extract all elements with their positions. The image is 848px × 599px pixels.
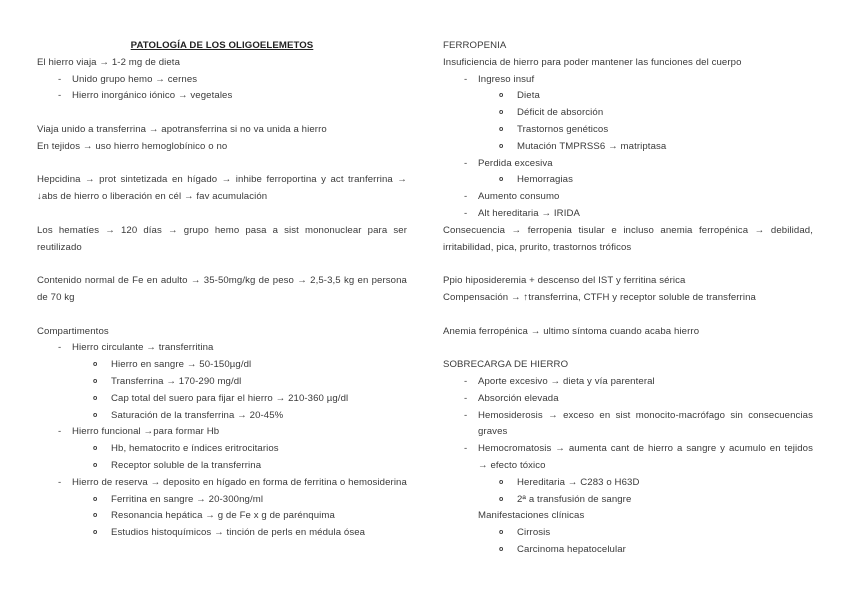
bullet-marker: o <box>93 512 98 520</box>
bullet-marker: o <box>499 92 504 100</box>
list-item <box>37 72 407 89</box>
sub-list-item <box>443 542 813 559</box>
sub-list-item <box>37 525 407 542</box>
sub-list-item-text: Hb, hematocrito e índices eritrocitarios <box>111 443 279 455</box>
list-item-text: Ingreso insuf <box>478 73 535 85</box>
sub-list-item-text: 2ª a transfusión de sangre <box>517 493 632 505</box>
list-item <box>443 189 813 206</box>
sub-list-item-text: Saturación de la transferrina → 20-45% <box>111 409 284 421</box>
bullet-marker: o <box>499 142 504 150</box>
bullet-marker: o <box>499 176 504 184</box>
text-paragraph: Hepcidina → prot sintetizada en hígado → inhibe ferroportina y act tranferrina → ↓abs de hierro o liberación en cél → fav acumulación <box>37 174 407 203</box>
sub-list-item <box>443 475 813 492</box>
sub-list-item <box>443 122 813 139</box>
list-item <box>443 391 813 408</box>
text-line: Viaja unido a transferrina → apotransferrina si no va unida a hierro <box>37 123 327 135</box>
bullet-marker: o <box>93 361 98 369</box>
sub-list-item-text: Carcinoma hepatocelular <box>517 543 626 555</box>
list-item-text: Hierro inorgánico iónico → vegetales <box>72 90 233 102</box>
sub-list-item <box>443 139 813 156</box>
dash-marker: - <box>464 375 468 387</box>
dash-marker: - <box>58 342 62 354</box>
list-item <box>37 88 407 105</box>
list-item-text: Hierro de reserva → deposito en hígado en forma de ferritina o hemosiderina <box>72 476 407 488</box>
list-item <box>37 424 407 441</box>
bullet-marker: o <box>93 394 98 402</box>
document-title: PATOLOGÍA DE LOS OLIGOELEMETOS <box>130 40 314 51</box>
sub-list-item <box>37 458 407 475</box>
sub-list-item <box>37 357 407 374</box>
sub-list-item <box>37 391 407 408</box>
bullet-marker: o <box>93 529 98 537</box>
list-item-text: Perdida excesiva <box>478 157 553 169</box>
text-paragraph: Los hematíes → 120 días → grupo hemo pasa a sist mononuclear para ser reutilizado <box>37 224 407 253</box>
sub-list-item-text: Estudios histoquímicos → tinción de perls en médula ósea <box>111 527 366 539</box>
bullet-marker: o <box>499 109 504 117</box>
bullet-marker: o <box>93 411 98 419</box>
text-line: En tejidos → uso hierro hemoglobínico o no <box>37 140 228 152</box>
sub-list-item <box>443 105 813 122</box>
text-line: El hierro viaja → 1-2 mg de dieta <box>37 56 181 68</box>
list-item-text: Absorción elevada <box>478 392 559 404</box>
list-item <box>443 206 813 223</box>
dash-marker: - <box>464 443 468 455</box>
dash-marker: - <box>464 157 468 169</box>
dash-marker: - <box>464 409 468 421</box>
bullet-marker: o <box>93 495 98 503</box>
list-item-text: Hemosiderosis → exceso en sist monocito-macrófago sin consecuencias graves <box>478 409 813 438</box>
bullet-marker: o <box>93 461 98 469</box>
sub-list-item <box>37 441 407 458</box>
sub-list-item-text: Transferrina → 170-290 mg/dl <box>111 375 242 387</box>
sub-list-item <box>37 408 407 425</box>
bullet-marker: o <box>499 495 504 503</box>
list-item-text: Aporte excesivo → dieta y vía parenteral <box>478 375 655 387</box>
list-item <box>443 408 813 442</box>
section-heading: SOBRECARGA DE HIERRO <box>443 359 569 371</box>
bullet-marker: o <box>93 377 98 385</box>
sub-list-item <box>37 374 407 391</box>
subsection-label: Manifestaciones clínicas <box>478 510 585 522</box>
section-heading: Compartimentos <box>37 325 109 337</box>
list-item-text: Hierro funcional →para formar Hb <box>72 426 220 438</box>
dash-marker: - <box>58 476 62 488</box>
section-heading: FERROPENIA <box>443 40 507 51</box>
sub-list-item-text: Cirrosis <box>517 527 551 539</box>
dash-marker: - <box>464 191 468 203</box>
sub-list-item-text: Receptor soluble de la transferrina <box>111 459 262 471</box>
text-line: Ppio hiposideremia + descenso del IST y ferritina sérica <box>443 275 686 287</box>
dash-marker: - <box>464 392 468 404</box>
dash-marker: - <box>464 207 468 219</box>
list-item <box>443 72 813 89</box>
sub-list-item-text: Mutación TMPRSS6 → matriptasa <box>517 140 667 152</box>
dash-marker: - <box>58 426 62 438</box>
left-column <box>37 38 407 542</box>
text-line: Compensación → ↑transferrina, CTFH y receptor soluble de transferrina <box>443 291 756 303</box>
sub-list-item <box>37 508 407 525</box>
list-item <box>443 156 813 173</box>
list-item <box>443 374 813 391</box>
sub-list-item <box>443 172 813 189</box>
dash-marker: - <box>58 73 62 85</box>
sub-list-item <box>443 88 813 105</box>
dash-marker: - <box>464 73 468 85</box>
list-item-text: Hierro circulante → transferritina <box>72 342 214 354</box>
bullet-marker: o <box>499 125 504 133</box>
list-item-text: Hemocromatosis → aumenta cant de hierro a sangre y acumulo en tejidos → efecto tóxico <box>478 443 813 471</box>
sub-list-item-text: Dieta <box>517 90 540 102</box>
list-item-text: Alt hereditaria → IRIDA <box>478 207 581 219</box>
list-item-text: Aumento consumo <box>478 191 560 203</box>
text-line: Anemia ferropénica → ultimo síntoma cuando acaba hierro <box>443 325 700 337</box>
sub-list-item-text: Hierro en sangre → 50-150µg/dl <box>111 359 252 371</box>
text-paragraph: Contenido normal de Fe en adulto → 35-50mg/kg de peso → 2,5-3,5 kg en persona de 70 kg <box>37 275 407 303</box>
sub-list-item-text: Trastornos genéticos <box>517 123 609 135</box>
sub-list-item-text: Déficit de absorción <box>517 107 604 119</box>
sub-list-item <box>443 492 813 509</box>
sub-list-item-text: Resonancia hepática → g de Fe x g de parénquima <box>111 510 335 522</box>
sub-list-item-text: Cap total del suero para fijar el hierro → 210-360 µg/dl <box>111 392 349 404</box>
right-column <box>443 38 813 559</box>
bullet-marker: o <box>499 478 504 486</box>
dash-marker: - <box>58 90 62 102</box>
sub-list-item <box>443 525 813 542</box>
sub-list-item-text: Ferritina en sangre → 20-300ng/ml <box>111 493 264 505</box>
sub-list-item-text: Hereditaria → C283 o H63D <box>517 476 640 488</box>
list-item <box>37 475 407 492</box>
bullet-marker: o <box>499 529 504 537</box>
sub-list-item <box>37 492 407 509</box>
list-item-text: Unido grupo hemo → cernes <box>72 73 198 85</box>
text-line: Insuficiencia de hierro para poder mantener las funciones del cuerpo <box>443 56 742 68</box>
sub-list-item-text: Hemorragias <box>517 174 574 186</box>
text-paragraph: Consecuencia → ferropenia tisular e incluso anemia ferropénica → debilidad, irritabilidad, pica, prurito, trastornos tróficos <box>443 224 813 253</box>
list-item <box>443 441 813 475</box>
list-item <box>37 340 407 357</box>
bullet-marker: o <box>93 445 98 453</box>
bullet-marker: o <box>499 545 504 553</box>
